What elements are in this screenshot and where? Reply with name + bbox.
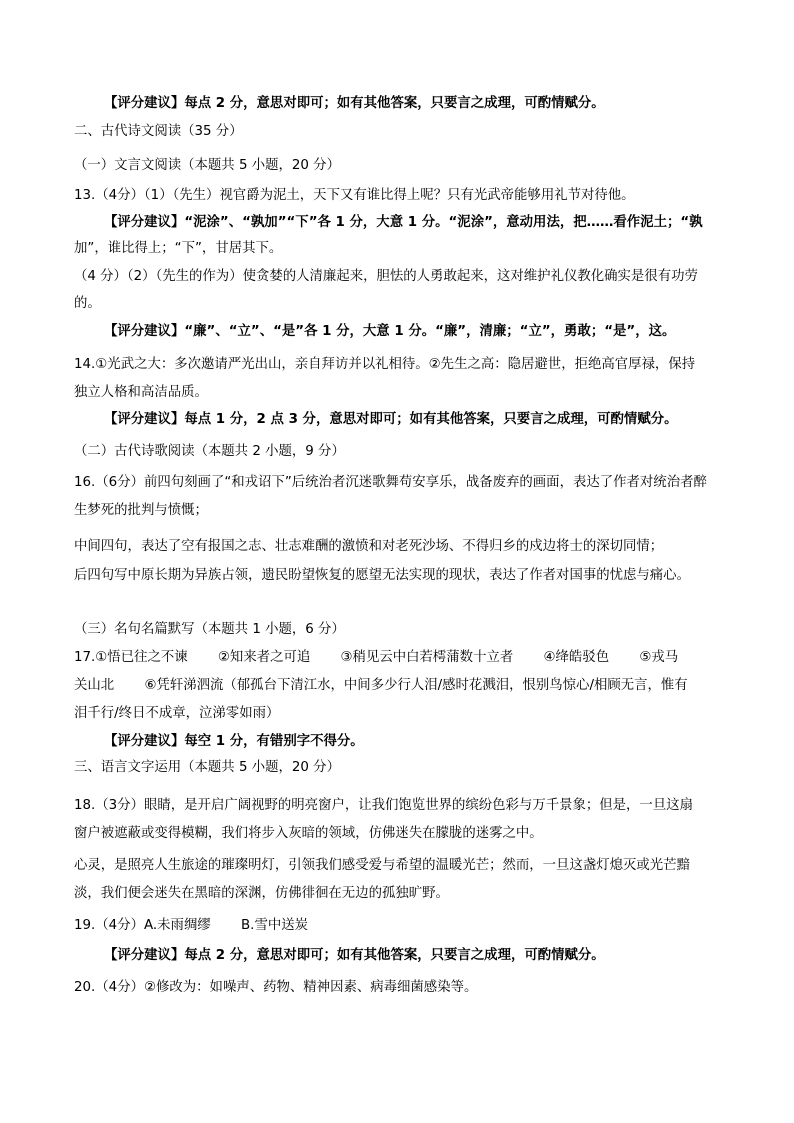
section-heading-ancient-reading: 二、古代诗文阅读（35 分） [74,124,243,139]
answer-17-line3: 泪千行/终日不成章，泣涕零如雨） [74,706,280,721]
answer-13-part1: 13.（4分）（1）（先生）视官爵为泥土，天下又有谁比得上呢？只有光武帝能够用礼节对待他。 [74,188,635,203]
answer-16-line1: 16.（6分）前四句刻画了“和戎诏下”后统治者沉迷歌舞苟安享乐，战备废弃的画面，表达了作者对统治者醉 [74,475,707,490]
answer-14-line2: 独立人格和高洁品质。 [74,385,208,400]
scoring-note-17: 【评分建议】每空 1 分，有错别字不得分。 [104,734,364,749]
scoring-note-19: 【评分建议】每点 2 分，意思对即可；如有其他答案，只要言之成理，可酌情赋分。 [104,948,605,963]
scoring-note-13-1-line1 [104,214,703,232]
answer-18-line4: 淡，我们便会迷失在黑暗的深渊，仿佛徘徊在无边的孤独旷野。 [74,886,449,901]
dictation-item-3: ③稍见云中白若樗蒲数十立者 [340,650,514,665]
dictation-item-6: ⑥凭轩涕泗流（郁孤台下清江水，中间多少行人泪/感时花溅泪，恨别鸟惊心/相顾无言，惟有 [144,678,688,693]
subsection-heading-poetry: （二）古代诗歌阅读（本题共 2 小题，9 分） [74,444,345,459]
answer-16-line4: 后四句写中原长期为异族占领，遗民盼望恢复的愿望无法实现的现状，表达了作者对国事的忧虑与痛心。 [74,568,690,583]
answer-18-line2: 窗户被遮蔽或变得模糊，我们将步入灰暗的领域，仿佛迷失在朦胧的迷雾之中。 [74,826,543,841]
answer-19-b: B.雪中送炭 [241,918,309,933]
scoring-note-14: 【评分建议】每点 1 分，2 点 3 分，意思对即可；如有其他答案，只要言之成理，可酌情赋分。 [104,412,678,427]
answer-19 [74,917,308,935]
subsection-heading-classical-prose: （一）文言文阅读（本题共 5 小题，20 分） [74,158,340,173]
dictation-item-5: ⑤戎马 [639,650,679,665]
answer-16-line3: 中间四句，表达了空有报国之志、壮志难酬的激愤和对老死沙场、不得归乡的戍边将士的深切同情； [74,539,664,554]
subsection-heading-dictation: （三）名句名篇默写（本题共 1 小题，6 分） [74,622,345,637]
answer-17-line2 [74,677,688,695]
section-heading-language-use: 三、语言文字运用（本题共 5 小题，20 分） [74,760,340,775]
answer-13-part2-line1: （4 分）（2）（先生的作为）使贪婪的人清廉起来，胆怯的人勇敢起来，这对维护礼仪教化确实是很有功劳 [74,269,698,284]
scoring-note-13-2: 【评分建议】“廉”、“立”、“是”各 1 分，大意 1 分。“廉”，清廉；“立”，勇敢；“是”，这。 [104,324,676,339]
dictation-item-1: 17.①悟已往之不谏 [74,650,188,665]
answer-18-line1: 18.（3分）眼睛，是开启广阔视野的明亮窗户，让我们饱览世界的缤纷色彩与万千景象；但是，一旦这扇 [74,798,693,813]
answer-14-line1: 14.①光武之大：多次邀请严光出山，亲自拜访并以礼相待。②先生之高：隐居避世，拒绝高官厚禄，保持 [74,357,696,372]
answer-18-line3: 心灵，是照亮人生旅途的璀璨明灯，引领我们感受爱与希望的温暖光芒；然而，一旦这盏灯熄灭或光芒黯 [74,858,690,873]
answer-17-line1 [74,649,678,667]
answer-13-part2-line2: 的。 [74,296,101,311]
scoring-note-1: 【评分建议】每点 2 分，意思对即可；如有其他答案，只要言之成理，可酌情赋分。 [104,96,605,111]
dictation-item-4: ④绛皓驳色 [543,650,610,665]
answer-16-line2: 生梦死的批判与愤慨； [74,503,208,518]
scoring-note-13-1-text: 【评分建议】“泥涂”、“孰加”“下”各 1 分，大意 1 分。“泥涂”，意动用法，把……看作泥土；“孰 [104,215,703,230]
dictation-item-5-cont: 关山北 [74,678,115,693]
answer-19-a: 19.（4分）A.未雨绸缪 [74,918,211,933]
scoring-note-13-1-line2: 加”，谁比得上；“下”，甘居其下。 [74,241,283,256]
dictation-item-2: ②知来者之可追 [217,650,311,665]
answer-20: 20.（4分）②修改为：如噪声、药物、精神因素、病毒细菌感染等。 [74,980,478,995]
